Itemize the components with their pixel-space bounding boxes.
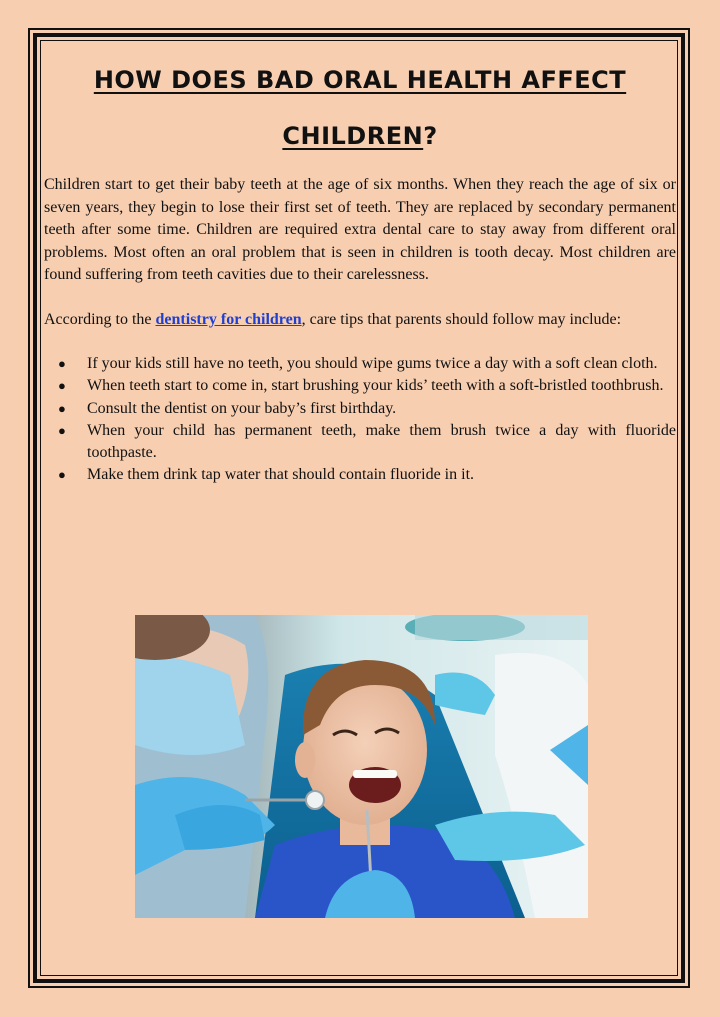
tip-text: Make them drink tap water that should contain fluoride in it.: [87, 466, 475, 484]
tips-intro-before: According to the: [44, 310, 156, 328]
tip-text: When teeth start to come in, start brushing your kids’ teeth with a soft-bristled toothbrush.: [87, 377, 664, 395]
tips-intro-after: , care tips that parents should follow may include:: [301, 310, 622, 328]
care-tips-list: [44, 353, 676, 487]
tips-intro-paragraph: [44, 309, 676, 332]
child-at-dentist-photo: [135, 615, 588, 918]
bullet-icon: ●: [58, 378, 66, 394]
bullet-icon: ●: [58, 467, 66, 483]
tip-text: When your child has permanent teeth, make them brush twice a day with fluoride toothpaste.: [87, 421, 676, 462]
list-item: [44, 398, 676, 420]
list-item: [44, 464, 676, 486]
dentistry-for-children-link[interactable]: dentistry for children: [155, 310, 302, 328]
list-item: [44, 353, 676, 375]
tip-text: If your kids still have no teeth, you should wipe gums twice a day with a soft clean cloth.: [87, 355, 658, 372]
bullet-icon: ●: [58, 356, 66, 371]
page-title: [44, 52, 676, 164]
tip-text: Consult the dentist on your baby’s first birthday.: [87, 399, 397, 417]
list-item: [44, 420, 676, 465]
bullet-icon: ●: [58, 422, 66, 438]
title-question-mark: ?: [423, 122, 438, 150]
intro-paragraph: Children start to get their baby teeth at the age of six months. When they reach the age of six or seven years, they begin to lose their first set of teeth. They are replaced by secondary permanent teeth after some time. Children are required extra dental care to stay away from different oral problems. Most often an oral problem that is seen in children is tooth decay. Most children are found suffering from teeth cavities due to their carelessness.: [44, 176, 676, 283]
title-line-1: HOW DOES BAD ORAL HEALTH AFFECT: [93, 66, 627, 94]
title-line-2: CHILDREN: [282, 122, 424, 150]
list-item: [44, 375, 676, 397]
document-content: [44, 52, 676, 487]
bullet-icon: ●: [58, 400, 66, 416]
